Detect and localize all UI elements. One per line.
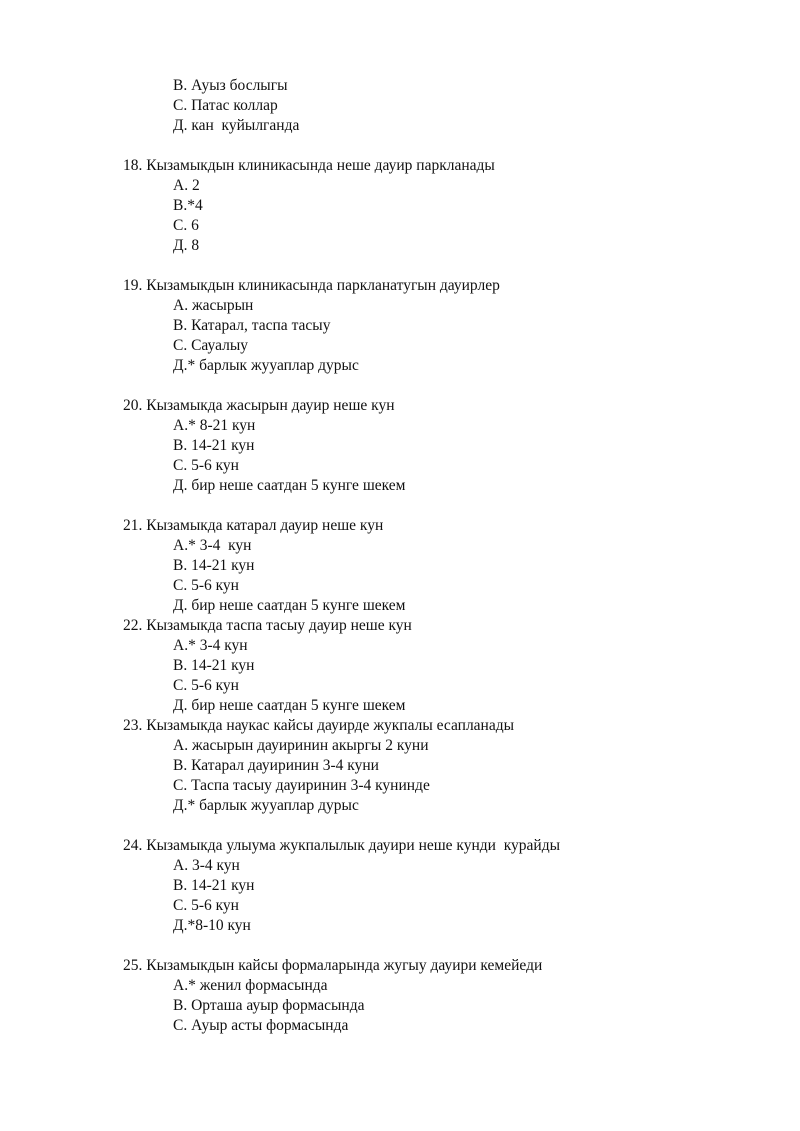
option-line: Д. бир неше саатдан 5 кунге шекем	[173, 597, 406, 614]
option-line: В. 14-21 кун	[173, 557, 255, 574]
option-line: С. 5-6 кун	[173, 577, 239, 594]
question-line: 20. Кызамыкда жасырын дауир неше кун	[123, 397, 395, 414]
option-line: А. 3-4 кун	[173, 857, 240, 874]
option-line: А. жасырын дауиринин акыргы 2 куни	[173, 737, 429, 754]
option-line: Д.*8-10 кун	[173, 917, 251, 934]
option-line: С. Сауалыу	[173, 337, 248, 354]
question-line: 23. Кызамыкда наукас кайсы дауирде жукпалы есапланады	[123, 717, 515, 734]
question-line: 25. Кызамыкдын кайсы формаларында жугыу дауири кемейеди	[123, 957, 543, 974]
option-line: С. Таспа тасыу дауиринин 3-4 кунинде	[173, 777, 430, 794]
question-line: 19. Кызамыкдын клиникасында паркланатугын дауирлер	[123, 277, 500, 294]
option-line: А. жасырын	[173, 297, 254, 314]
option-line: А.* 3-4 кун	[173, 637, 248, 654]
option-line: В. Ауыз бослыгы	[173, 77, 288, 94]
option-line: А.* 3-4 кун	[173, 537, 252, 554]
option-line: А. 2	[173, 177, 200, 194]
option-line: В. Катарал, таспа тасыу	[173, 317, 331, 334]
option-line: С. Ауыр асты формасында	[173, 1017, 349, 1034]
option-line: С. 5-6 кун	[173, 677, 239, 694]
question-line: 22. Кызамыкда таспа тасыу дауир неше кун	[123, 617, 412, 634]
option-line: А.* 8-21 кун	[173, 417, 256, 434]
option-line: Д.* барлык жууаплар дурыс	[173, 797, 359, 814]
option-line: С. 5-6 кун	[173, 897, 239, 914]
option-line: С. Патас коллар	[173, 97, 278, 114]
option-line: В. Орташа ауыр формасында	[173, 997, 365, 1014]
option-line: С. 6	[173, 217, 199, 234]
option-line: В. 14-21 кун	[173, 657, 255, 674]
option-line: В. 14-21 кун	[173, 877, 255, 894]
option-line: А.* женил формасында	[173, 977, 328, 994]
option-line: В. Катарал дауиринин 3-4 куни	[173, 757, 379, 774]
question-line: 24. Кызамыкда улыума жукпалылык дауири неше кунди курайды	[123, 837, 561, 854]
option-line: Д. бир неше саатдан 5 кунге шекем	[173, 477, 406, 494]
option-line: Д.* барлык жууаплар дурыс	[173, 357, 359, 374]
option-line: В.*4	[173, 197, 203, 214]
question-line: 21. Кызамыкда катарал дауир неше кун	[123, 517, 384, 534]
option-line: В. 14-21 кун	[173, 437, 255, 454]
option-line: Д. 8	[173, 237, 200, 254]
option-line: Д. бир неше саатдан 5 кунге шекем	[173, 697, 406, 714]
question-line: 18. Кызамыкдын клиникасында неше дауир паркланады	[123, 157, 495, 174]
option-line: Д. кан куйылганда	[173, 117, 300, 134]
option-line: С. 5-6 кун	[173, 457, 239, 474]
